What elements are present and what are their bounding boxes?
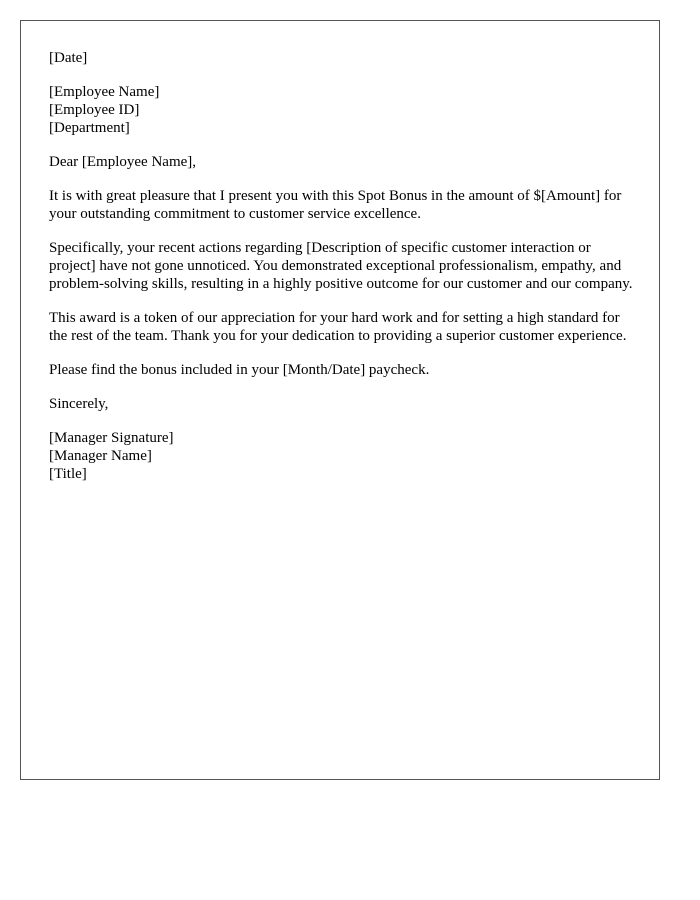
recipient-department: [Department] [49,120,130,136]
body-paragraph: It is with great pleasure that I present you with this Spot Bonus in the amount of $[Amount] for your outstanding commitment to customer service excellence. [49,188,622,222]
letter-date: [Date] [49,50,88,66]
body-paragraph: This award is a token of our appreciation for your hard work and for setting a high standard for the rest of the team. Thank you for your dedication to providing a superior customer experience. [49,310,627,344]
closing: Sincerely, [49,396,109,412]
letter-body [49,49,641,499]
body-paragraph: Please find the bonus included in your [Month/Date] paycheck. [49,362,430,378]
recipient-block [49,83,641,137]
letter-page [20,20,660,780]
body-paragraph: Specifically, your recent actions regarding [Description of specific customer interaction or project] have not gone unnoticed. You demonstrated exceptional professionalism, empathy, and problem-solving skills, resulting in a highly positive outcome for our customer and our company. [49,240,633,292]
manager-signature: [Manager Signature] [49,430,174,446]
signature-block [49,429,641,483]
recipient-name: [Employee Name] [49,84,160,100]
salutation: Dear [Employee Name], [49,154,197,170]
manager-title: [Title] [49,466,87,482]
recipient-id: [Employee ID] [49,102,140,118]
manager-name: [Manager Name] [49,448,152,464]
